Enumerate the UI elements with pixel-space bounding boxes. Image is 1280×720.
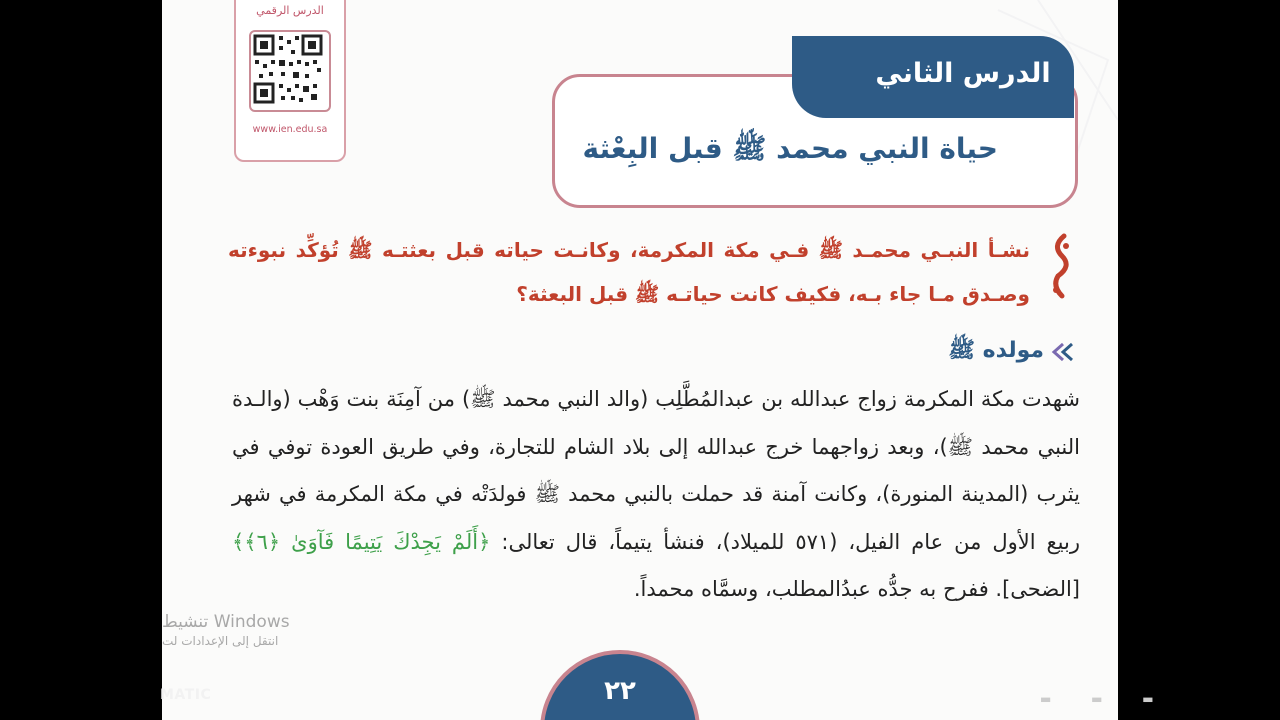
double-chevron-icon bbox=[1050, 341, 1076, 363]
quran-verse: ﴿أَلَمْ يَجِدْكَ يَتِيمًا فَآوَىٰ ﴿٦﴾﴾ bbox=[232, 529, 491, 554]
intro-paragraph: نشـأ النبـي محمـد ﷺ فـي مكة المكرمة، وكانـت حياته قبل بعثتـه ﷺ تُؤكِّد نبوءته وصـدق مـا جاء بـه، فكيف كانت حياتـه ﷺ قبل البعثة؟ bbox=[228, 238, 1030, 306]
page-number-badge bbox=[540, 650, 700, 720]
website-link[interactable]: www.ien.edu.sa bbox=[252, 124, 328, 135]
digital-lesson-card[interactable] bbox=[234, 0, 346, 162]
section-title: مولده ﷺ bbox=[948, 338, 1044, 363]
page-number: ٢٢ bbox=[604, 676, 636, 706]
body-text-part-2: ففرح به جدُّه عبدُالمطلب، وسمَّاه محمداً. bbox=[633, 577, 989, 601]
section-body bbox=[232, 376, 1080, 614]
digital-lesson-label: الدرس الرقمي bbox=[256, 4, 324, 17]
section-heading bbox=[948, 336, 1076, 368]
verse-source: [الضحى]. bbox=[988, 577, 1080, 601]
matic-watermark: MATIC bbox=[160, 687, 212, 703]
lesson-subtitle: حياة النبي محمد ﷺ قبل البِعْثة bbox=[582, 132, 998, 165]
lesson-label: الدرس الثاني bbox=[875, 58, 1051, 89]
windows-activation-watermark: تنشيط Windows bbox=[162, 612, 290, 632]
qr-code-icon[interactable] bbox=[249, 30, 331, 112]
intro-marker-icon bbox=[1048, 232, 1074, 304]
lesson-label-tab bbox=[792, 36, 1074, 118]
windows-activation-hint: انتقل إلى الإعدادات لت bbox=[162, 634, 279, 648]
page-indicator-dots: ▬ ▬ ▬ bbox=[1040, 692, 1172, 706]
body-text-part-1: شهدت مكة المكرمة زواج عبدالله بن عبدالمُطَّلِب (والد النبي محمد ﷺ) من آمِنَة بنت وَهْب (والـدة النبي محمد ﷺ)، وبعد زواجهما خرج عبدالله إلى بلاد الشام للتجارة، وفي طريق العودة توفي في يثرب (المدينة المنورة)، وكانت آمنة قد حملت بالنبي محمد ﷺ فولدَتْه في مكة المكرمة في شهر ربيع الأول من عام الفيل، (٥٧١ للميلاد)، فنشأ يتيماً، قال تعالى: bbox=[232, 387, 1081, 554]
textbook-page bbox=[162, 0, 1118, 720]
